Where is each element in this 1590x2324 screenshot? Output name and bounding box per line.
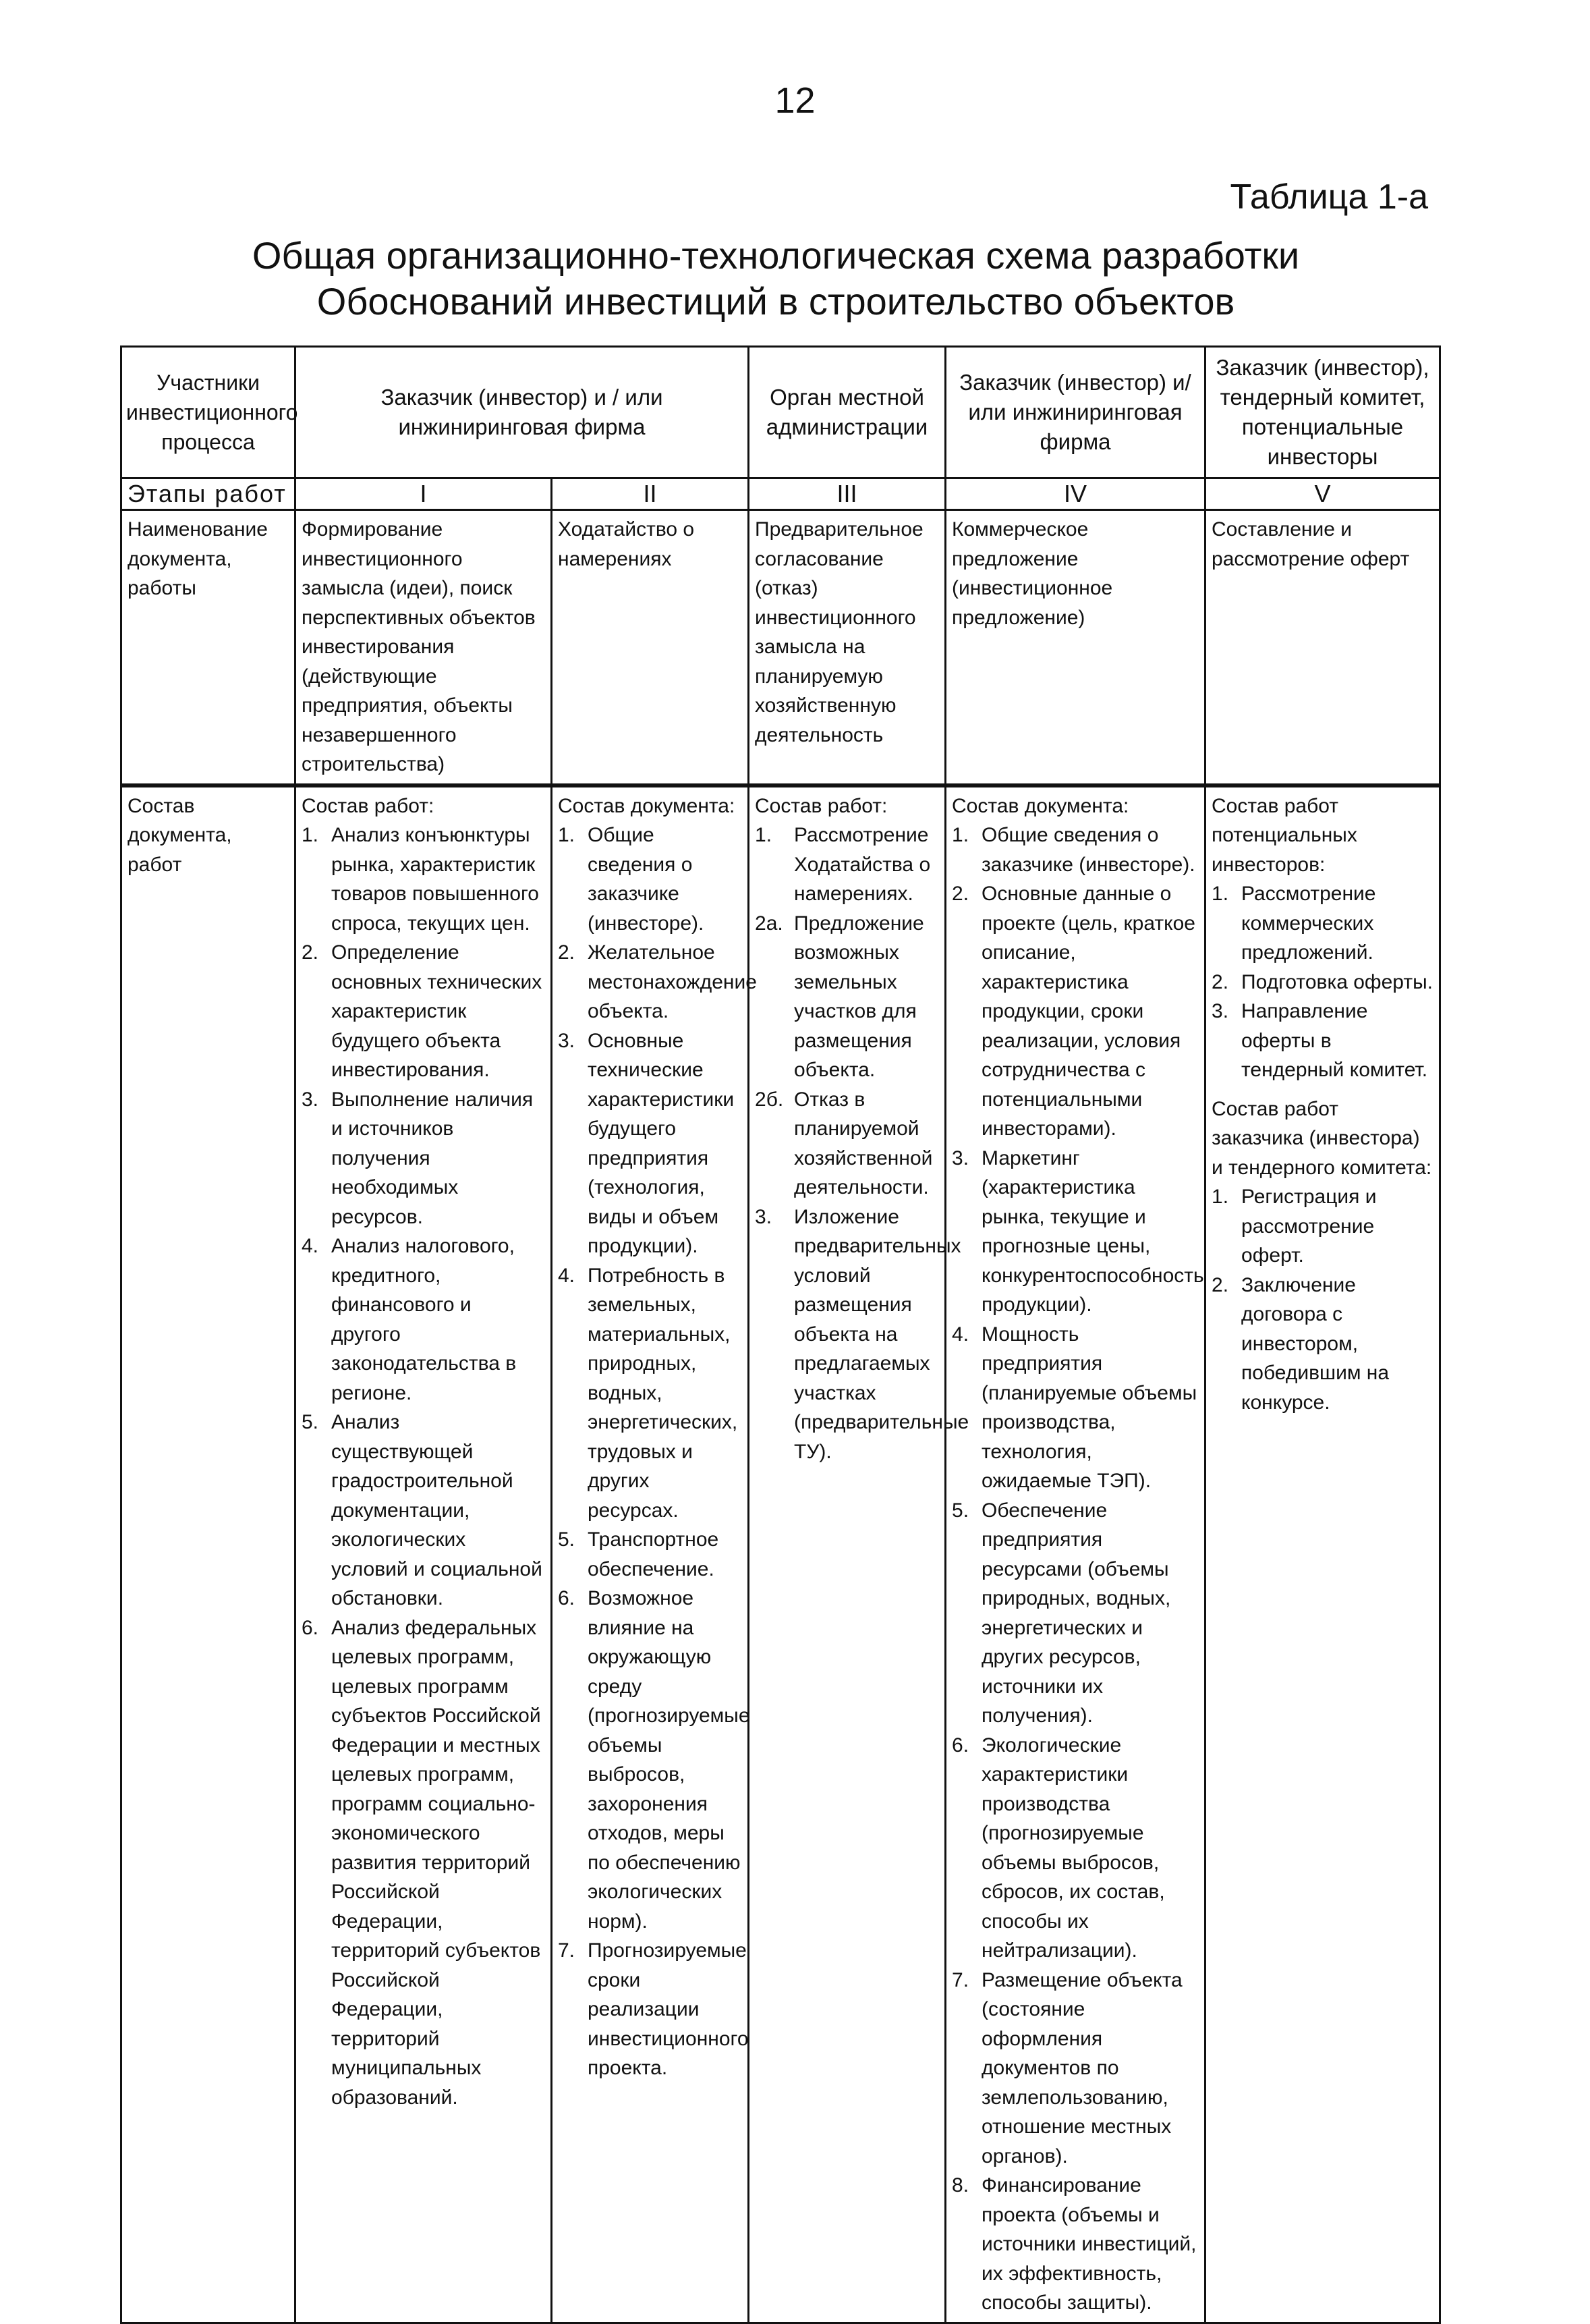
list-item [952, 1966, 1199, 2171]
item-number: 6. [302, 1616, 319, 1639]
stage-3: III [749, 478, 946, 510]
item-text: Размещение объекта (состояние оформления документов по землепользованию, отношение местных органов). [982, 1968, 1183, 2167]
item-text: Основные технические характеристики будущего предприятия (технология, виды и объем продукции). [588, 1029, 735, 1257]
item-number: 2. [558, 941, 575, 964]
list-item [558, 938, 757, 1026]
item-text: Рассмотрение коммерческих предложений. [1241, 883, 1376, 964]
names-label: Наименование документа, работы [121, 510, 295, 785]
list-item [302, 1613, 545, 2113]
item-number: 4. [952, 1323, 969, 1346]
item-number: 2. [952, 883, 969, 905]
item-text: Маркетинг (характеристика рынка, текущие и прогнозные цены, конкурентоспособность продукции). [982, 1146, 1204, 1316]
item-text: Рассмотрение Ходатайства о намерениях. [794, 824, 931, 905]
item-text: Экологические характеристики производства (прогнозируемые объемы выбросов, сбросов, их состав, способы их нейтрализации). [982, 1734, 1165, 1962]
item-text: Обеспечение предприятия ресурсами (объемы природных, водных, энергетических и других ресурсов, источники их получения). [982, 1499, 1171, 1727]
list-item [755, 821, 939, 909]
composition-row [121, 785, 1440, 2323]
stage-4: IV [946, 478, 1205, 510]
item-text: Анализ конъюнктуры рынка, характеристик товаров повышенного спроса, текущих цен. [331, 824, 539, 935]
document-names-row [121, 510, 1440, 785]
name-stage-5: Составление и рассмотрение оферт [1205, 510, 1440, 785]
list-item [755, 1202, 969, 1467]
item-text: Регистрация и рассмотрение оферт. [1241, 1186, 1377, 1267]
list-item [558, 821, 742, 938]
list-item [952, 1320, 1199, 1496]
item-number: 6. [558, 1587, 575, 1609]
page-number: 12 [774, 80, 816, 121]
item-number: 7. [558, 1939, 575, 1962]
item-text: Финансирование проекта (объемы и источники инвестиций, их эффективность, способы защиты). [982, 2174, 1197, 2314]
list-item [755, 1085, 939, 1202]
composition-list [558, 821, 757, 2083]
item-text: Прогнозируемые сроки реализации инвестиционного проекта. [588, 1939, 749, 2079]
stages-label: Этапы работ [121, 478, 295, 510]
composition-stage-4 [946, 785, 1205, 2323]
item-number: 2. [1212, 970, 1229, 993]
item-text: Основные данные о проекте (цель, краткое описание, характеристика продукции, сроки реализации, условия сотрудничества с потенциальными инвесторами). [982, 883, 1195, 1140]
composition-stage-1 [295, 785, 552, 2323]
item-text: Выполнение наличия и источников получения необходимых ресурсов. [331, 1088, 534, 1228]
composition-list [302, 821, 545, 2112]
item-number: 3. [302, 1088, 319, 1111]
item-text: Определение основных технических характеристик будущего объекта инвестирования. [331, 941, 542, 1081]
list-item [1212, 968, 1433, 997]
list-item [952, 1496, 1199, 1731]
item-text: Общие сведения о заказчике (инвесторе). [982, 824, 1195, 876]
participants-group-1: Заказчик (инвестор) и / или инжиниринговая фирма [295, 347, 749, 478]
composition-list-2 [1212, 1182, 1433, 1417]
list-item [302, 1232, 545, 1408]
item-text: Анализ налогового, кредитного, финансового и другого законодательства в регионе. [331, 1235, 517, 1404]
item-text: Отказ в планируемой хозяйственной деятельности. [794, 1088, 933, 1198]
list-item [1212, 1271, 1433, 1418]
item-number: 3. [755, 1205, 772, 1228]
composition-stage-5 [1205, 785, 1440, 2323]
list-item [302, 1408, 545, 1613]
item-number: 5. [558, 1528, 575, 1551]
name-stage-1: Формирование инвестиционного замысла (идеи), поиск перспективных объектов инвестирования (действующие предприятия, объекты незавершенного строительства) [295, 510, 552, 785]
composition-list [1212, 879, 1433, 1085]
composition-label: Состав документа, работ [121, 785, 295, 2323]
item-number: 4. [558, 1264, 575, 1287]
item-number: 8. [952, 2174, 969, 2196]
composition-stage-3 [749, 785, 969, 2323]
item-number: 1. [1212, 1186, 1229, 1208]
document-title [0, 233, 1552, 325]
list-item [558, 1026, 742, 1261]
list-item [755, 909, 939, 1085]
stages-row [121, 478, 1440, 510]
composition-heading: Состав документа: [952, 794, 1129, 817]
participants-group-5: Заказчик (инвестор), тендерный комитет, потенциальные инвесторы [1205, 347, 1440, 478]
item-number: 3. [558, 1029, 575, 1052]
scheme-table [120, 345, 1441, 2324]
composition-heading: Состав работ: [755, 794, 888, 817]
composition-heading: Состав работ потенциальных инвесторов: [1212, 794, 1357, 876]
list-item [302, 1085, 545, 1232]
item-number: 2. [1212, 1273, 1229, 1296]
participants-group-3: Орган местной администрации [749, 347, 946, 478]
item-number: 1. [952, 824, 969, 846]
stage-2: II [552, 478, 749, 510]
item-text: Изложение предварительных условий размещения объекта на предлагаемых участках (предварительные ТУ). [794, 1205, 969, 1463]
item-number: 5. [952, 1499, 969, 1522]
list-item [558, 1261, 742, 1526]
item-text: Желательное местонахождение объекта. [588, 941, 757, 1022]
list-item [1212, 997, 1433, 1085]
name-stage-2: Ходатайство о намерениях [552, 510, 749, 785]
composition-heading-2: Состав работ заказчика (инвестора) и тендерного комитета: [1212, 1097, 1432, 1179]
item-text: Возможное влияние на окружающую среду (прогнозируемые объемы выбросов, захоронения отходов, меры по обеспечению экологических норм). [588, 1587, 750, 1933]
item-text: Заключение договора с инвестором, победившим на конкурсе. [1241, 1273, 1390, 1414]
item-number: 3. [1212, 1000, 1229, 1022]
title-line-2: Обоснований инвестиций в строительство объектов [316, 280, 1235, 323]
item-number: 1. [302, 824, 319, 846]
composition-stage-2 [552, 785, 757, 2323]
item-text: Транспортное обеспечение. [588, 1528, 719, 1580]
list-item [952, 1144, 1204, 1320]
name-stage-4: Коммерческое предложение (инвестиционное предложение) [946, 510, 1205, 785]
item-text: Анализ федеральных целевых программ, целевых программ субъектов Российской Федерации и местных целевых программ, программ социально-экономического развития территорий Российской Федерации, территорий субъектов Российской Федерации, территорий муниципальных образований. [331, 1616, 541, 2109]
item-text: Мощность предприятия (планируемые объемы производства, технология, ожидаемые ТЭП). [982, 1323, 1197, 1492]
list-item [952, 1731, 1199, 1966]
list-item [952, 821, 1199, 879]
item-text: Анализ существующей градостроительной документации, экологических условий и социальной обстановки. [331, 1411, 542, 1609]
section-gap [1212, 1085, 1433, 1095]
list-item [302, 938, 545, 1085]
item-text: Направление оферты в тендерный комитет. [1241, 1000, 1428, 1081]
item-number: 5. [302, 1411, 319, 1433]
item-text: Предложение возможных земельных участков для размещения объекта. [794, 912, 924, 1081]
item-number: 3. [952, 1146, 969, 1169]
participants-row [121, 347, 1440, 478]
item-number: 1. [1212, 883, 1229, 905]
item-number: 7. [952, 1968, 969, 1991]
item-text: Подготовка оферты. [1241, 970, 1433, 993]
participants-label: Участники инвестиционного процесса [121, 347, 295, 478]
composition-list [952, 821, 1204, 2318]
list-item [952, 2171, 1199, 2318]
item-number: 2а. [755, 912, 783, 935]
title-line-1: Общая организационно-технологическая схема разработки [252, 234, 1300, 277]
stage-5: V [1205, 478, 1440, 510]
item-number: 2. [302, 941, 319, 964]
stage-1: I [295, 478, 552, 510]
item-text: Общие сведения о заказчике (инвесторе). [588, 824, 704, 935]
table-label: Таблица 1-а [1230, 177, 1428, 217]
item-number: 6. [952, 1734, 969, 1756]
list-item [558, 1525, 742, 1584]
item-number: 4. [302, 1235, 319, 1257]
list-item [302, 821, 545, 938]
name-stage-3: Предварительное согласование (отказ) инвестиционного замысла на планируемую хозяйственную деятельность [749, 510, 946, 785]
list-item [1212, 1182, 1433, 1271]
composition-heading: Состав работ: [302, 794, 434, 817]
composition-heading: Состав документа: [558, 794, 735, 817]
participants-group-4: Заказчик (инвестор) и/или инжиниринговая фирма [946, 347, 1205, 478]
item-number: 1. [755, 824, 772, 846]
list-item [558, 1584, 750, 1936]
list-item [558, 1936, 749, 2083]
item-text: Потребность в земельных, материальных, природных, водных, энергетических, трудовых и других ресурсах. [588, 1264, 738, 1522]
item-number: 2б. [755, 1088, 784, 1111]
item-number: 1. [558, 824, 575, 846]
composition-list [755, 821, 969, 1466]
list-item [1212, 879, 1433, 968]
list-item [952, 879, 1199, 1144]
